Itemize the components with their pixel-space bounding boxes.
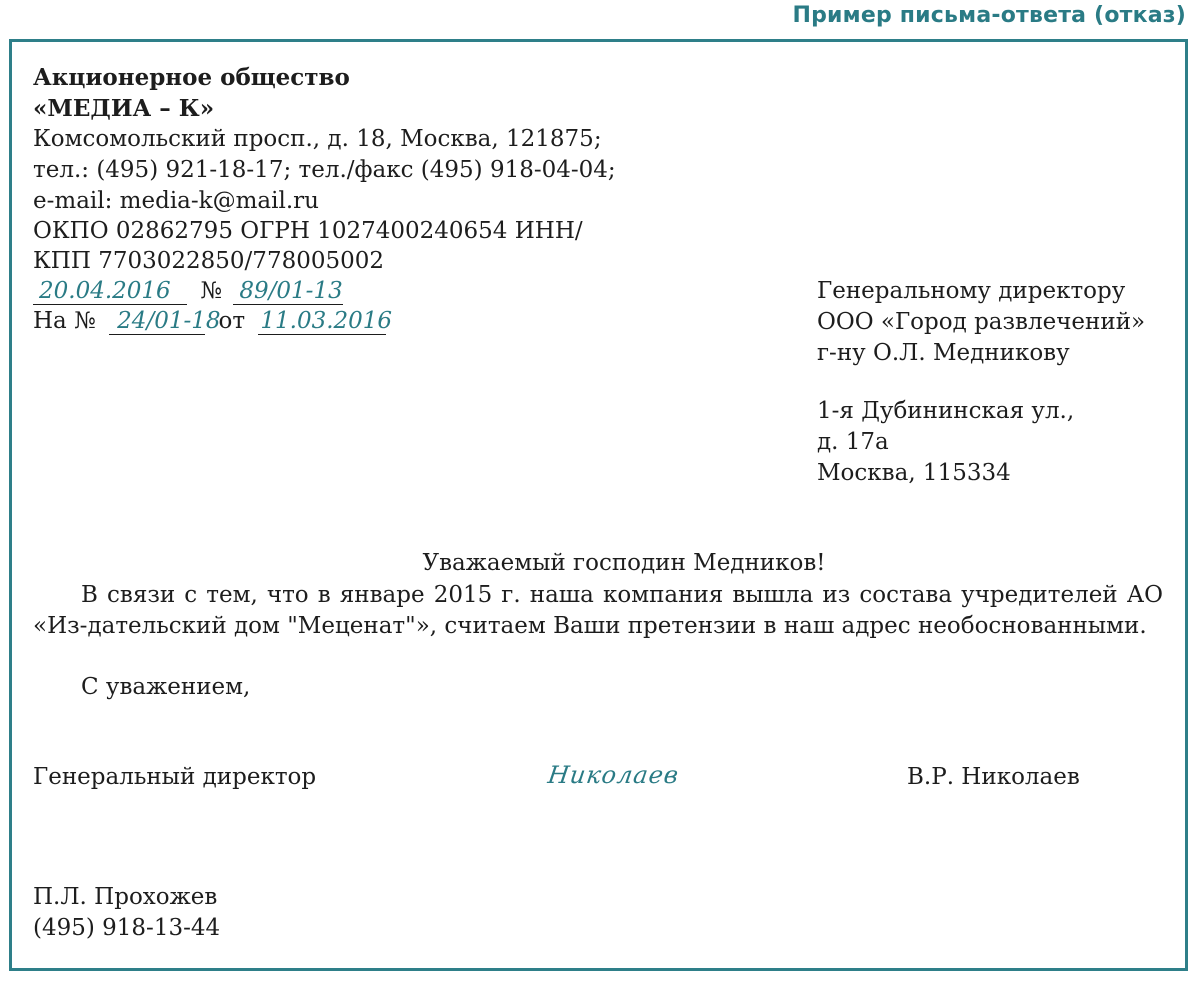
closing: С уважением, [81,674,251,700]
reference-number: 24/01-18 [109,308,205,335]
recipient-company: ООО «Город развлечений» [817,309,1146,335]
outgoing-number: 89/01-13 [233,278,343,305]
sender-org-name: «МЕДИА – К» [33,95,215,122]
reference-line [33,306,393,337]
executor-name: П.Л. Прохожев [33,884,218,910]
sender-email: e-mail: media-k@mail.ru [33,188,319,214]
recipient-address-city: Москва, 115334 [817,460,1011,486]
outgoing-date-number [33,276,343,307]
sender-address: Комсомольский просп., д. 18, Москва, 121875; [33,126,602,152]
figure-caption: Пример письма-ответа (отказ) [792,3,1186,28]
sender-org-type: Акционерное общество [33,64,350,91]
reference-from: от [218,308,246,334]
handwritten-signature: Николаев [546,761,681,789]
executor-phone: (495) 918-13-44 [33,915,221,941]
recipient-address-street: 1-я Дубининская ул., [817,398,1075,424]
salutation: Уважаемый господин Медников! [422,550,826,576]
recipient-address-building: д. 17а [817,429,889,455]
signer-name: В.Р. Николаев [907,764,1080,790]
outgoing-date: 20.04.2016 [33,278,187,305]
number-sign: № [200,278,223,304]
recipient-position: Генеральному директору [817,278,1126,304]
sender-phones: тел.: (495) 921-18-17; тел./факс (495) 918-04-04; [33,157,616,183]
sender-codes-line-2: КПП 7703022850/778005002 [33,248,385,274]
body-paragraph: В связи с тем, что в январе 2015 г. наша компания вышла из состава учредителей АО «Из-дательский дом "Меценат"», считаем Ваши претензии в наш адрес необоснованными. [33,582,1163,639]
reference-prefix: На № [33,308,96,334]
sender-codes-line-1: ОКПО 02862795 ОГРН 1027400240654 ИНН/ [33,218,583,244]
signer-position: Генеральный директор [33,764,317,790]
reference-date: 11.03.2016 [260,308,393,334]
recipient-person: г-ну О.Л. Медникову [817,340,1070,366]
